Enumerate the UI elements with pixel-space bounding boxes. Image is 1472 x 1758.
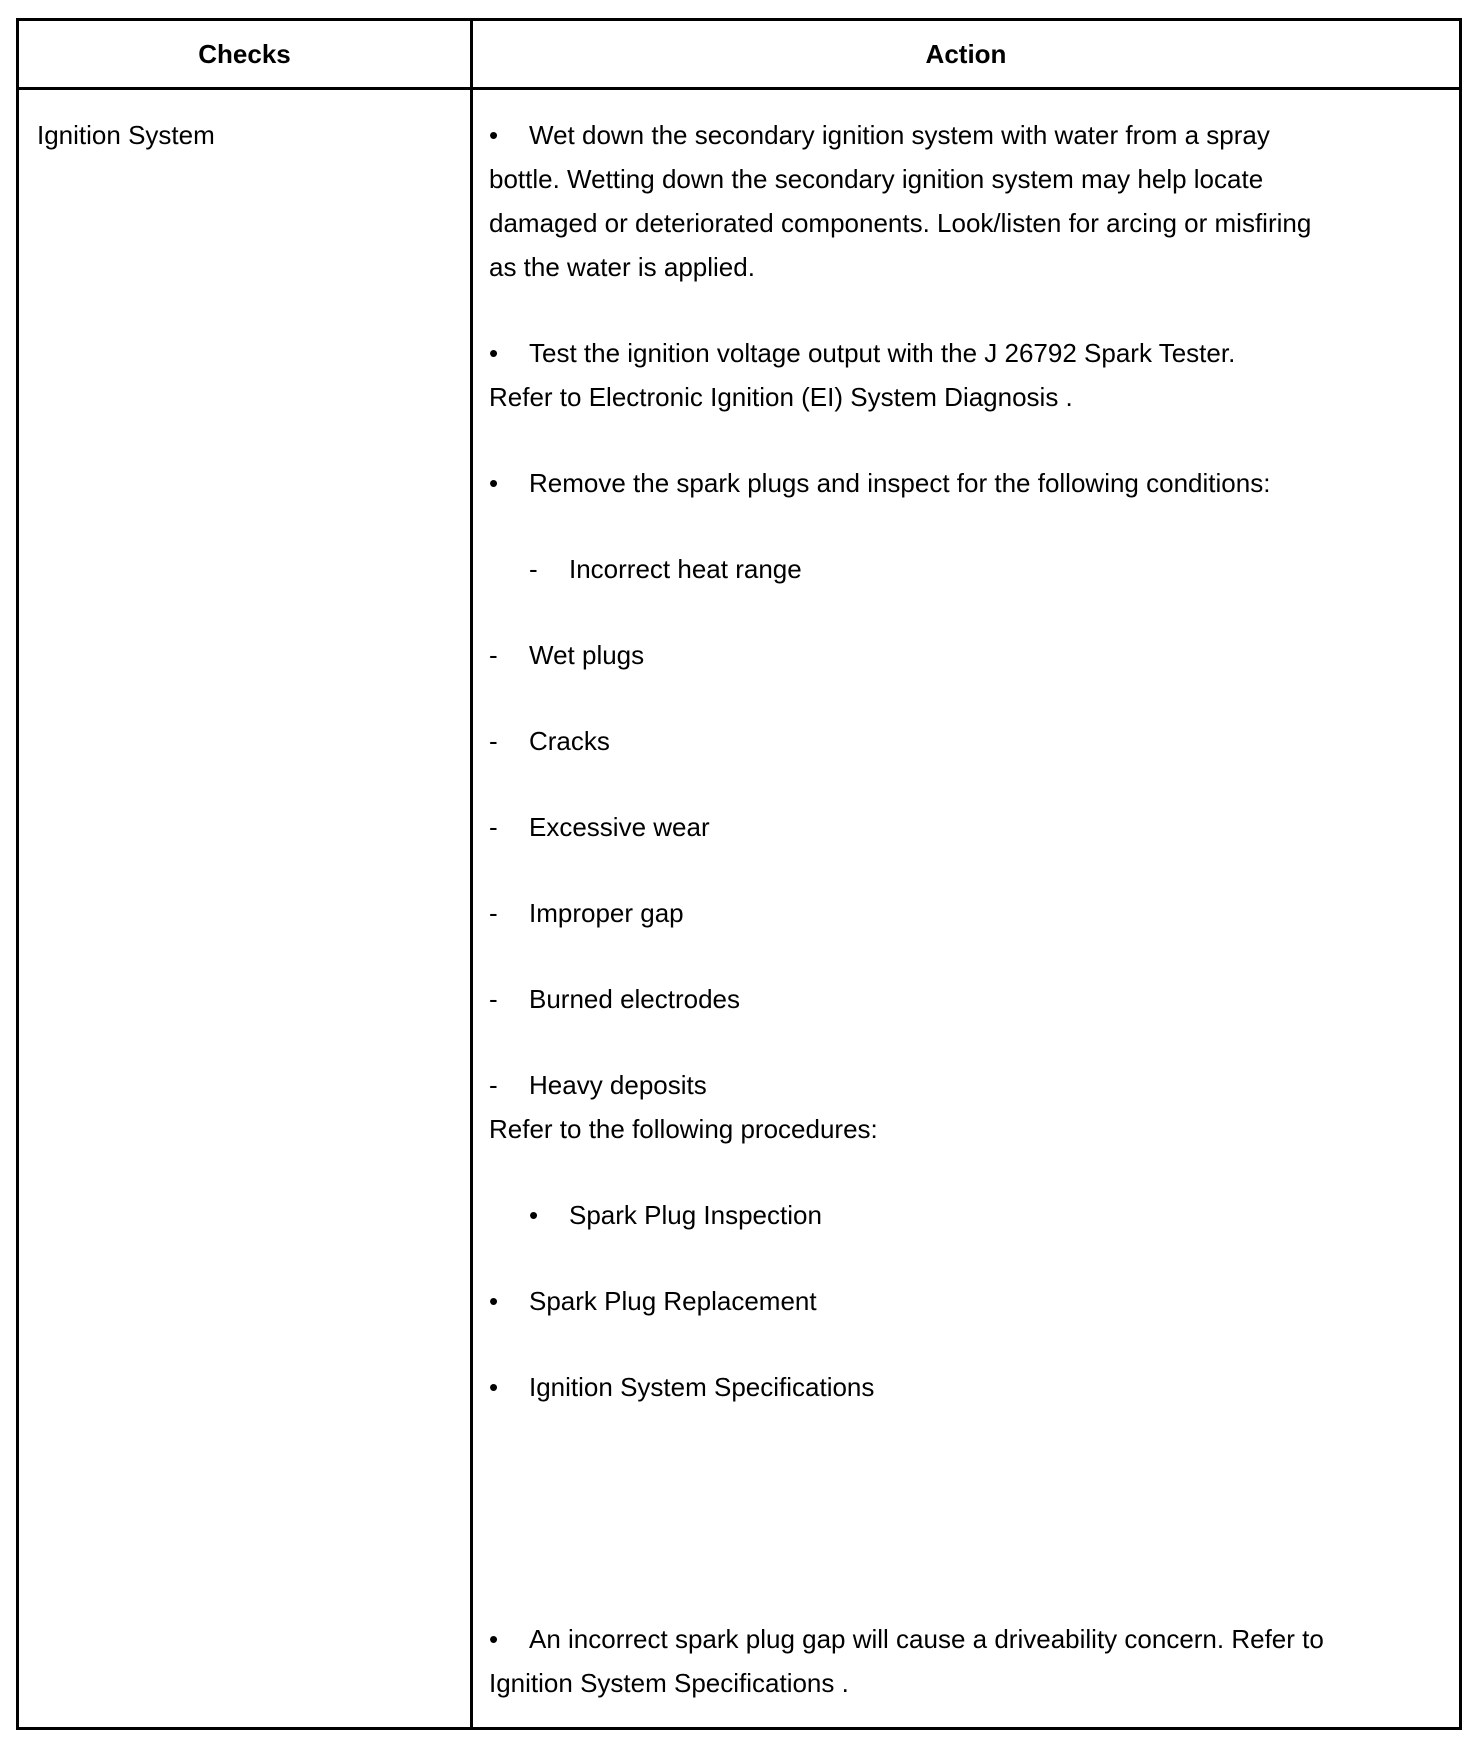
bullet-marker: • bbox=[489, 1372, 499, 1402]
action-line: • Remove the spark plugs and inspect for the following conditions: bbox=[489, 461, 1389, 505]
procedure-item: • Spark Plug Inspection bbox=[489, 1193, 1389, 1237]
dash-marker: - bbox=[489, 984, 498, 1014]
dash-marker: - bbox=[489, 898, 498, 928]
bullet-marker: • bbox=[489, 1286, 499, 1316]
header-action: Action bbox=[925, 39, 1007, 69]
dash-marker: - bbox=[489, 726, 498, 756]
condition-item: - Incorrect heat range bbox=[489, 547, 1389, 591]
bullet-marker: • bbox=[489, 338, 499, 368]
condition-item: - Heavy deposits bbox=[489, 1063, 1389, 1107]
action-cell bbox=[489, 113, 1389, 1705]
action-line: Refer to Electronic Ignition (EI) System Diagnosis . bbox=[489, 382, 1073, 412]
checks-action-table bbox=[16, 18, 1462, 1730]
action-line: damaged or deteriorated components. Look/listen for arcing or misfiring bbox=[489, 208, 1312, 238]
action-line: bottle. Wetting down the secondary ignition system may help locate bbox=[489, 164, 1264, 194]
header-checks: Checks bbox=[198, 39, 291, 69]
condition-item: - Excessive wear bbox=[489, 805, 1389, 849]
condition-item: - Burned electrodes bbox=[489, 977, 1389, 1021]
bullet-marker: • bbox=[489, 468, 499, 498]
action-line: • Wet down the secondary ignition system with water from a spray bbox=[489, 113, 1389, 157]
bullet-marker: • bbox=[489, 120, 499, 150]
procedure-item: • Ignition System Specifications bbox=[489, 1365, 1389, 1409]
bullet-marker: • bbox=[529, 1200, 539, 1230]
procedure-item: • Spark Plug Replacement bbox=[489, 1279, 1389, 1323]
condition-item: - Cracks bbox=[489, 719, 1389, 763]
action-line: as the water is applied. bbox=[489, 252, 755, 282]
check-cell-ignition-system: Ignition System bbox=[37, 120, 215, 150]
action-line: • Test the ignition voltage output with the J 26792 Spark Tester. bbox=[489, 331, 1389, 375]
action-line: • An incorrect spark plug gap will cause a driveability concern. Refer to bbox=[489, 1617, 1389, 1661]
dash-marker: - bbox=[529, 554, 538, 584]
dash-marker: - bbox=[489, 640, 498, 670]
header-divider bbox=[19, 87, 1459, 90]
condition-item: - Wet plugs bbox=[489, 633, 1389, 677]
action-line: Refer to the following procedures: bbox=[489, 1114, 878, 1144]
column-divider bbox=[470, 21, 473, 1727]
condition-item: - Improper gap bbox=[489, 891, 1389, 935]
dash-marker: - bbox=[489, 1070, 498, 1100]
action-line: Ignition System Specifications . bbox=[489, 1668, 849, 1698]
dash-marker: - bbox=[489, 812, 498, 842]
bullet-marker: • bbox=[489, 1624, 499, 1654]
